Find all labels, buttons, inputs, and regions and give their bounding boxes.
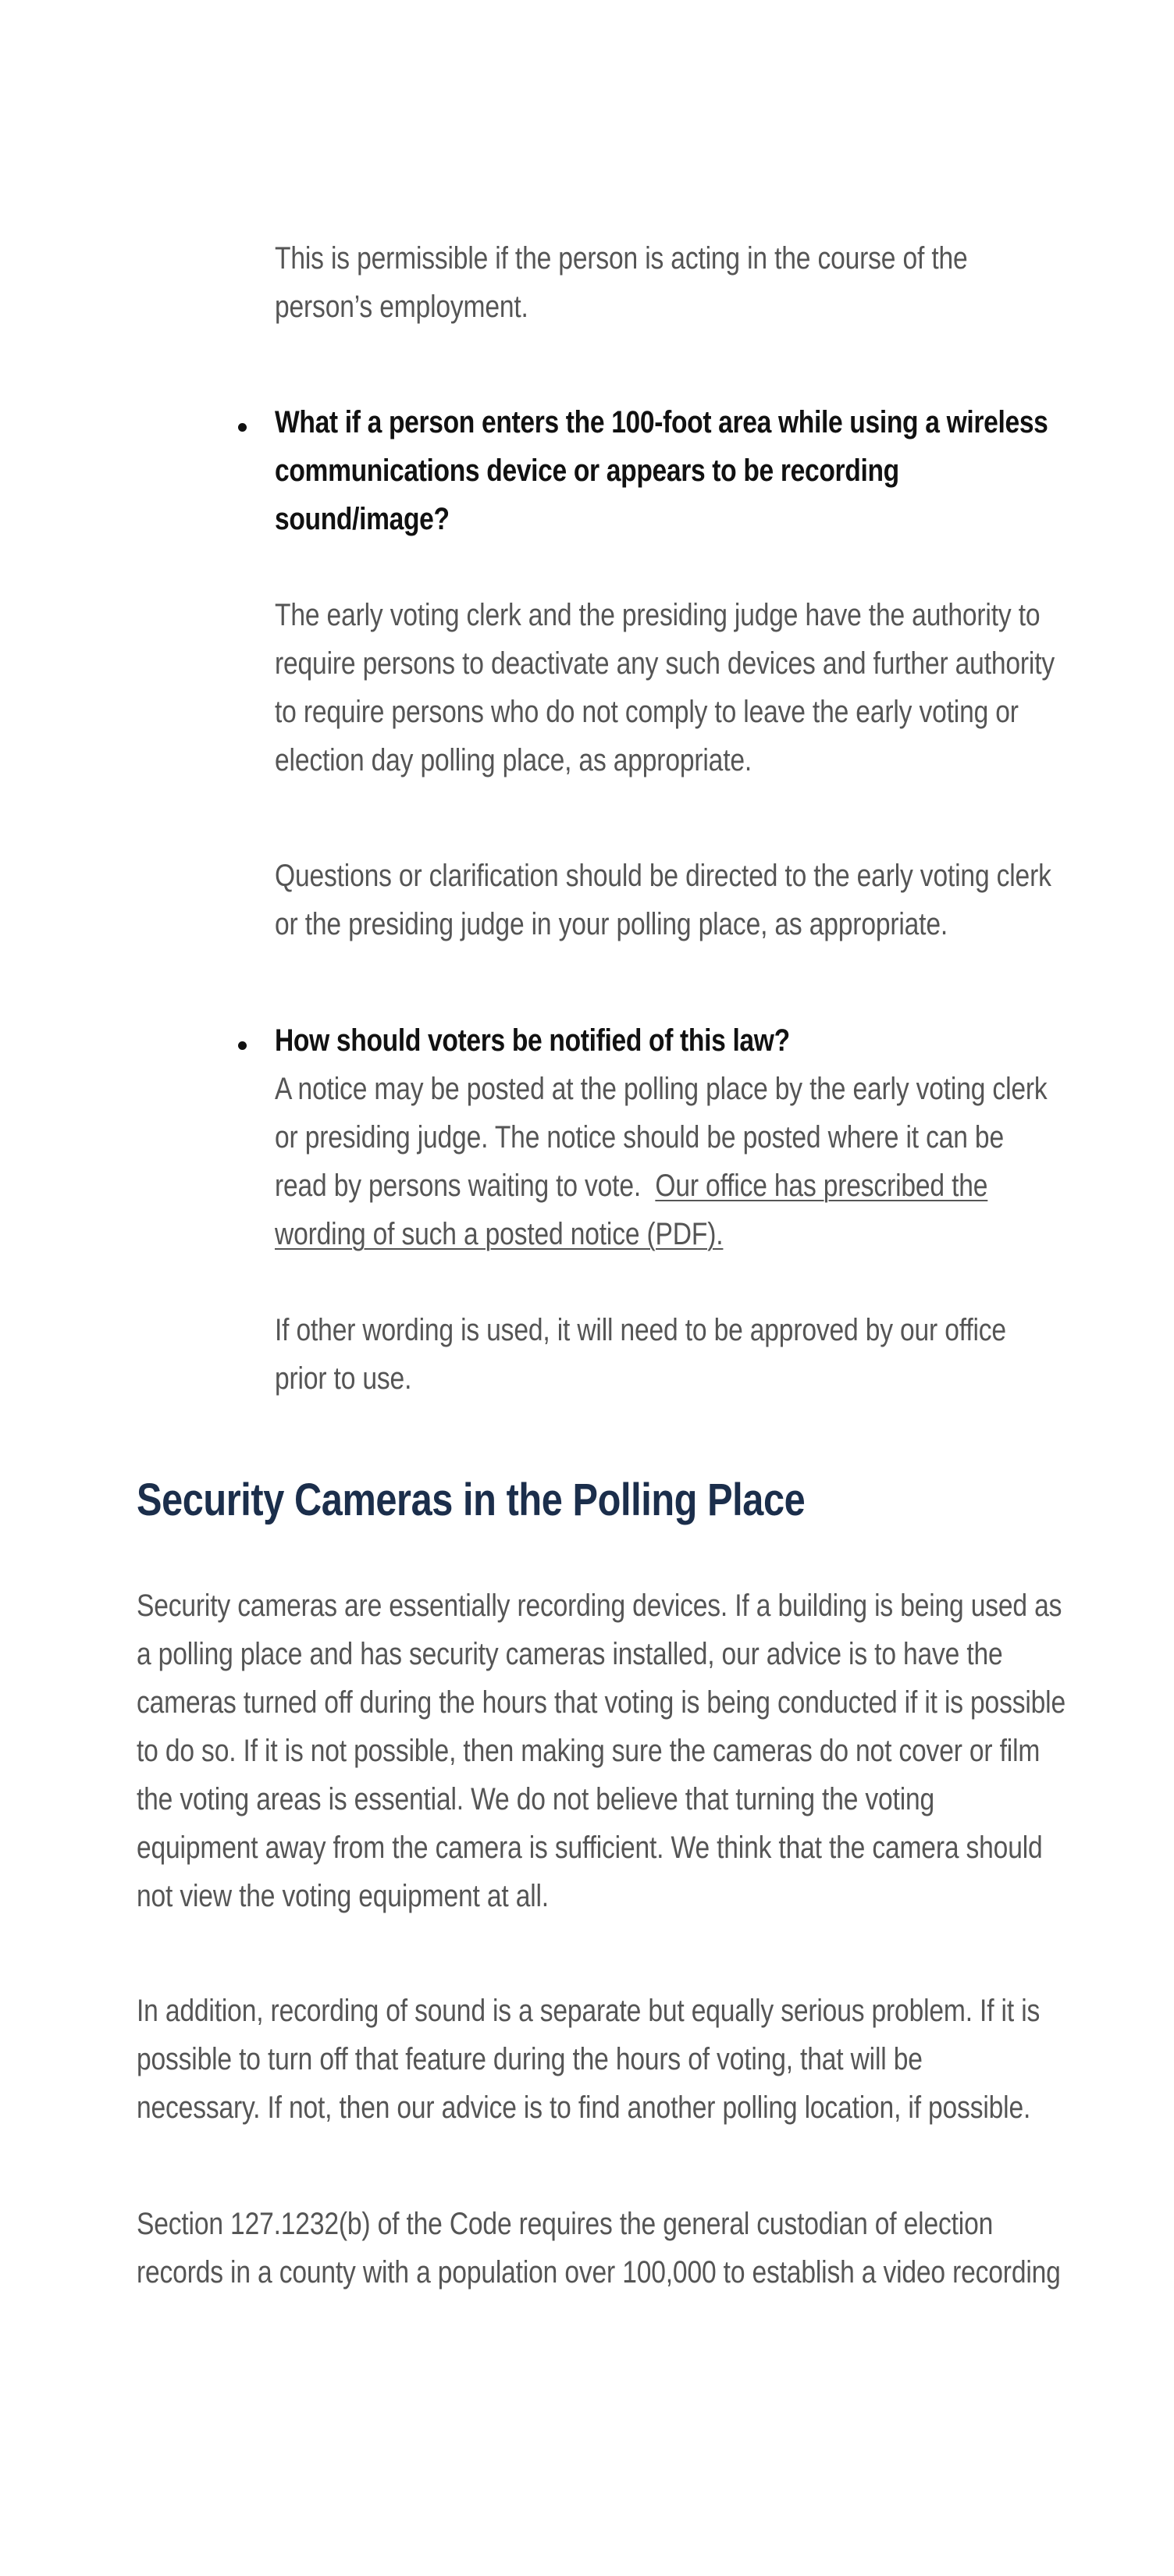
- text-line: How should voters be notified of this law?: [275, 1023, 790, 1058]
- text-line: a polling place and has security cameras installed, our advice is to have the: [137, 1637, 1003, 1671]
- text-line: If other wording is used, it will need to be approved by our office: [275, 1313, 1006, 1347]
- text-line: [275, 1162, 1048, 1210]
- text-line: not view the voting equipment at all.: [137, 1879, 549, 1913]
- text-line: to require persons who do not comply to leave the early voting or: [275, 695, 1019, 729]
- prescribed-notice-pdf-link-continued[interactable]: wording of such a posted notice (PDF).: [275, 1217, 724, 1251]
- text-line: records in a county with a population over 100,000 to establish a video recording: [137, 2255, 1061, 2290]
- text-line: prior to use.: [275, 1361, 412, 1396]
- paragraph-security-cameras: [137, 1582, 1065, 1920]
- text-line: Security cameras are essentially recording devices. If a building is being used as: [137, 1589, 1062, 1623]
- section-heading-security-cameras: Security Cameras in the Polling Place: [137, 1475, 806, 1525]
- text-line: In addition, recording of sound is a separate but equally serious problem. If it is: [137, 1994, 1041, 2028]
- text-line: cameras turned off during the hours that voting is being conducted if it is possible: [137, 1685, 1065, 1720]
- text-segment: read by persons waiting to vote.: [275, 1169, 656, 1203]
- text-line: require persons to deactivate any such devices and further authority: [275, 646, 1055, 681]
- paragraph-questions: [275, 852, 1051, 948]
- text-line: to do so. If it is not possible, then making sure the cameras do not cover or film: [137, 1734, 1041, 1768]
- paragraph-other-wording: [275, 1306, 1006, 1403]
- text-line: equipment away from the camera is sufficient. We think that the camera should: [137, 1831, 1043, 1865]
- paragraph-notice: [275, 1065, 1048, 1258]
- text-line: communications device or appears to be recording: [275, 454, 899, 488]
- text-line: [275, 1210, 1048, 1258]
- text-line: The early voting clerk and the presiding judge have the authority to: [275, 598, 1041, 632]
- text-line: or presiding judge. The notice should be posted where it can be: [275, 1120, 1004, 1155]
- text-line: possible to turn off that feature during the hours of voting, that will be: [137, 2042, 923, 2076]
- text-line: sound/image?: [275, 502, 450, 536]
- paragraph-section-code: [137, 2200, 1061, 2297]
- bullet-icon: [238, 423, 247, 432]
- text-line: the voting areas is essential. We do not believe that turning the voting: [137, 1782, 935, 1816]
- text-line: What if a person enters the 100-foot area while using a wireless: [275, 405, 1048, 439]
- question-wireless-device: [275, 398, 1048, 543]
- question-voter-notification: [275, 1016, 790, 1065]
- text-line: or the presiding judge in your polling place, as appropriate.: [275, 907, 948, 941]
- bullet-icon: [238, 1041, 247, 1050]
- text-line: Section 127.1232(b) of the Code requires the general custodian of election: [137, 2207, 994, 2241]
- text-line: necessary. If not, then our advice is to find another polling location, if possible.: [137, 2090, 1031, 2125]
- text-line: A notice may be posted at the polling place by the early voting clerk: [275, 1072, 1048, 1106]
- text-line: Questions or clarification should be directed to the early voting clerk: [275, 859, 1051, 893]
- paragraph-employment: [275, 234, 968, 331]
- prescribed-notice-pdf-link[interactable]: Our office has prescribed the: [655, 1169, 988, 1203]
- paragraph-authority: [275, 591, 1055, 785]
- paragraph-sound-recording: [137, 1987, 1040, 2132]
- text-line: This is permissible if the person is acting in the course of the: [275, 241, 968, 276]
- text-line: election day polling place, as appropriate.: [275, 743, 752, 777]
- text-line: person’s employment.: [275, 290, 528, 324]
